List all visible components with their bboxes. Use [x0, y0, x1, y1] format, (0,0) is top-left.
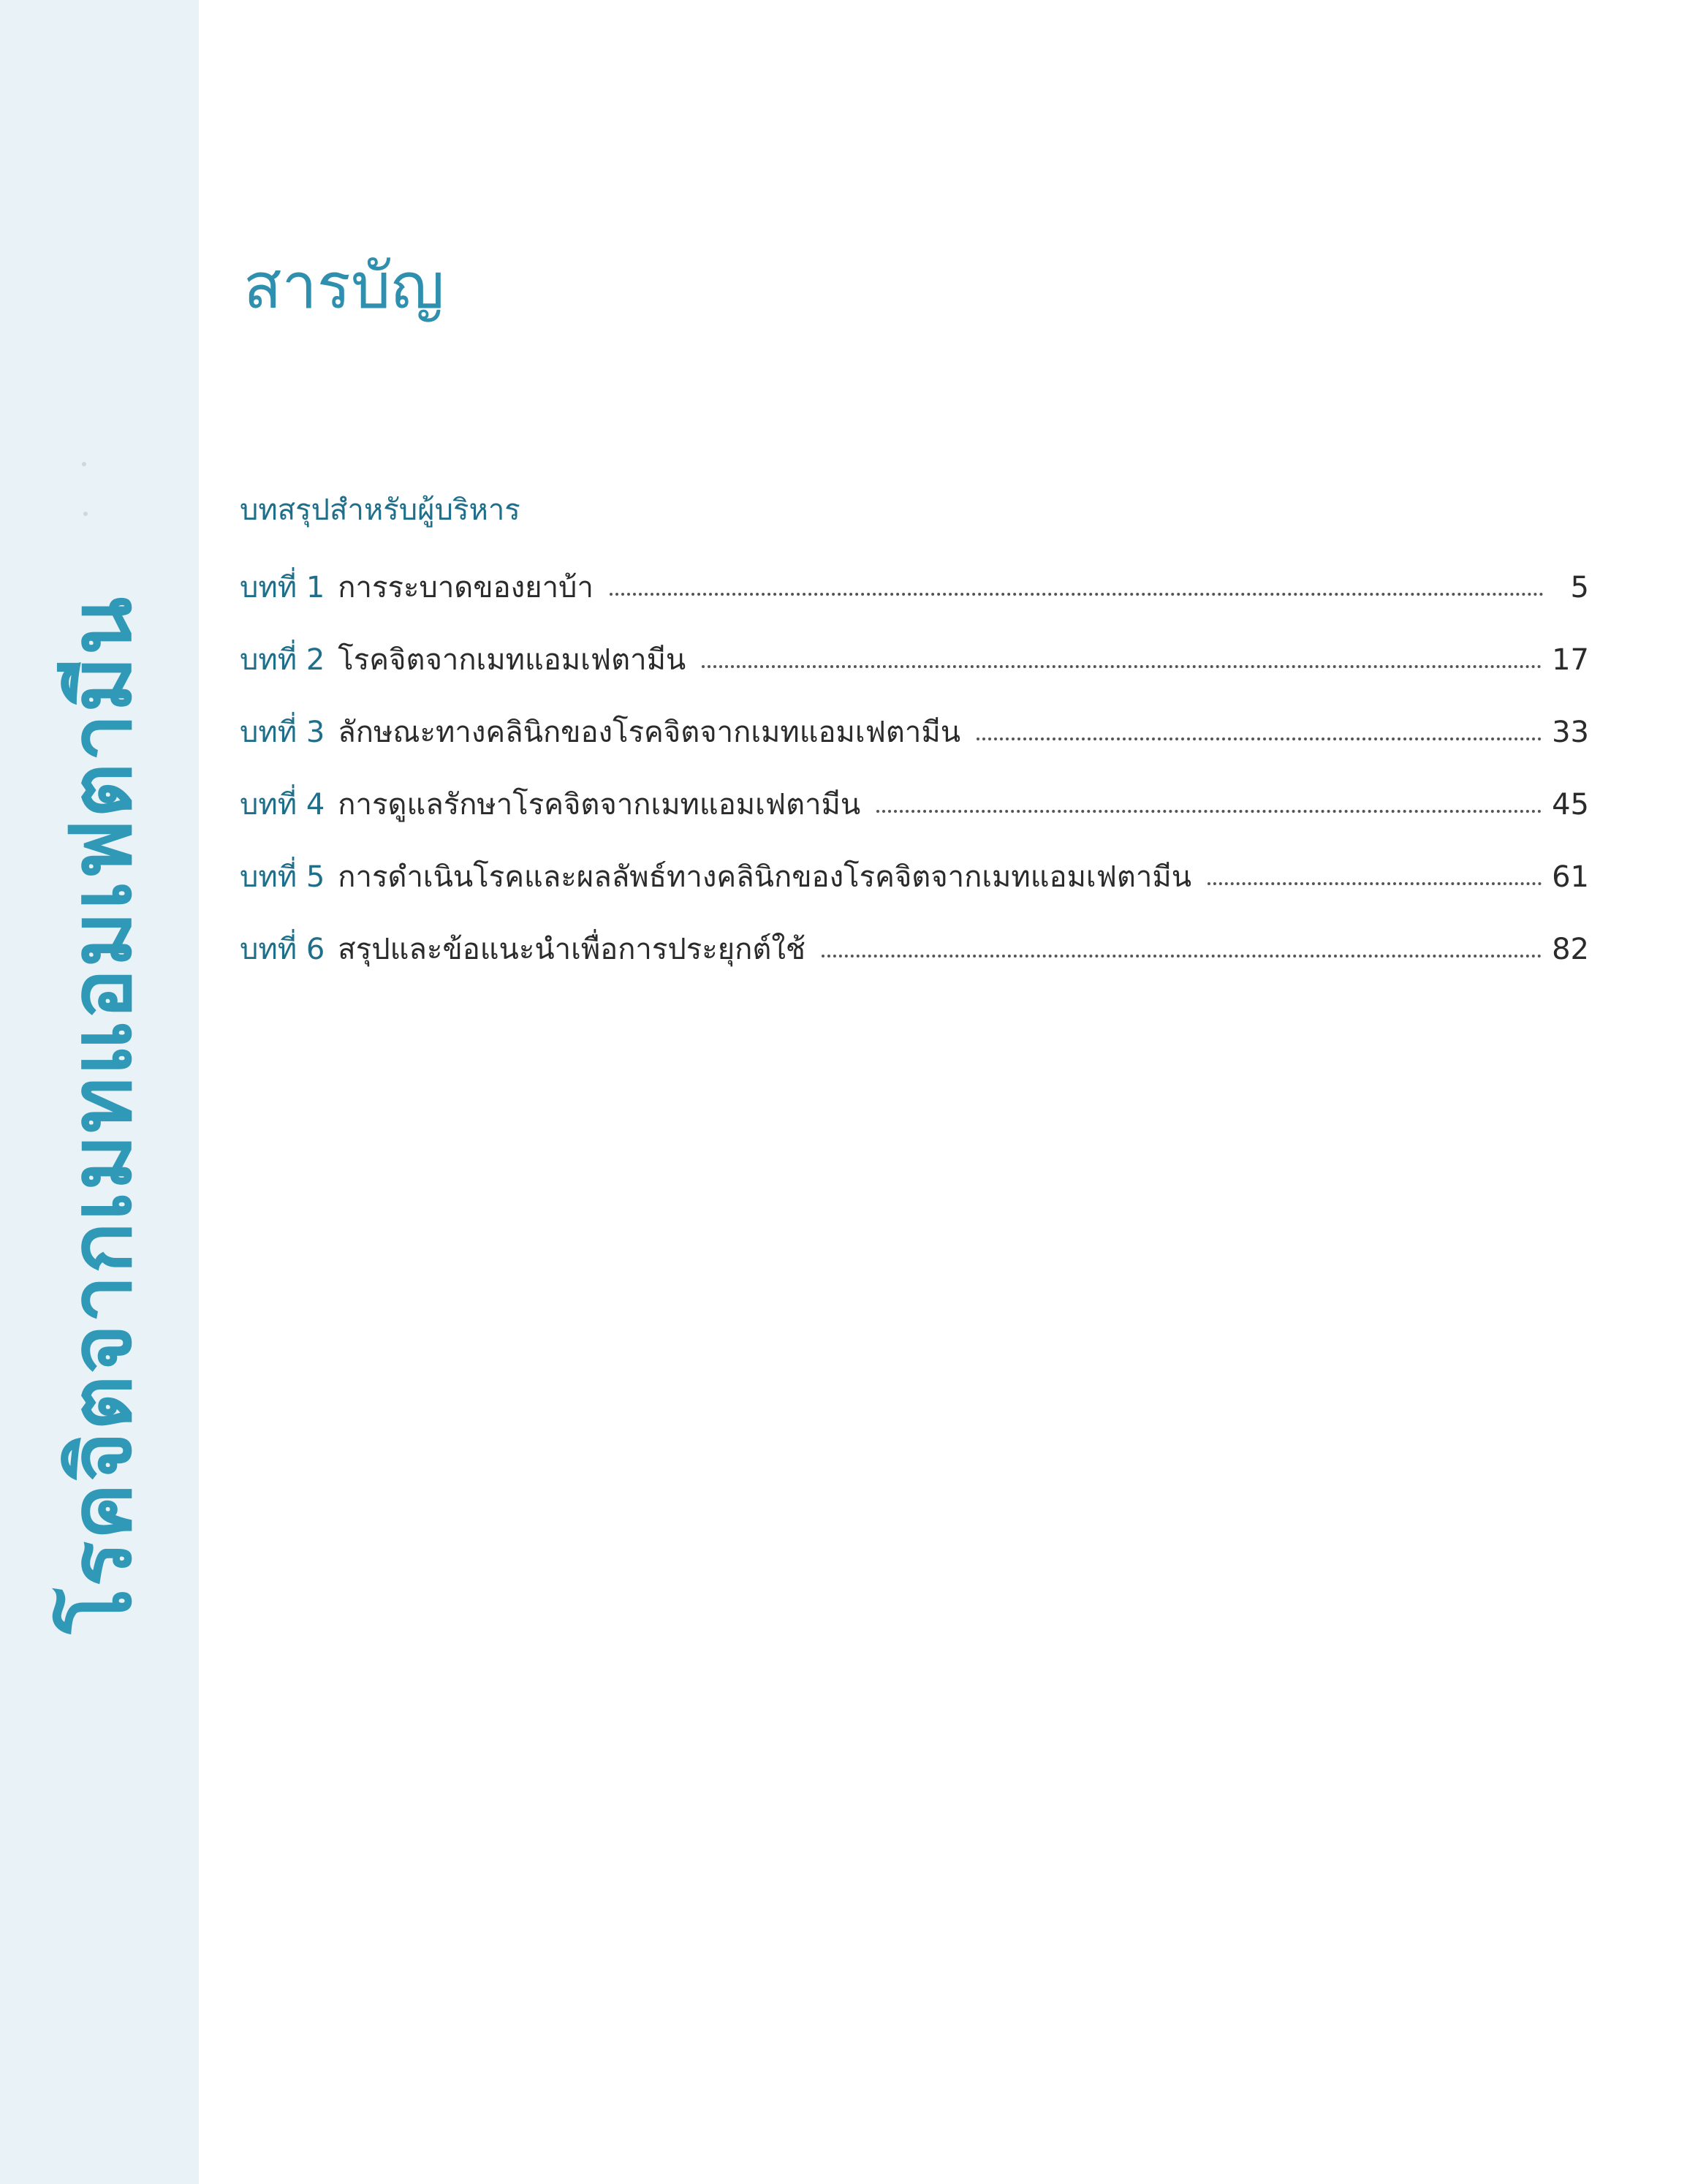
- page-title: สารบัญ: [243, 250, 444, 323]
- dot-leader: [822, 953, 1542, 958]
- chapter-number: บทที่ 4: [240, 788, 325, 822]
- page-number: 45: [1552, 788, 1589, 822]
- chapter-title: สรุปและข้อแนะนำเพื่อการประยุกต์ใช้: [338, 933, 806, 966]
- page-number: 61: [1552, 860, 1589, 894]
- chapter-title: ลักษณะทางคลินิกของโรคจิตจากเมทแอมเฟตามีน: [338, 716, 961, 749]
- chapter-title: การดำเนินโรคและผลลัพธ์ทางคลินิกของโรคจิตจากเมทแอมเฟตามีน: [338, 860, 1192, 894]
- chapter-title: โรคจิตจากเมทแอมเฟตามีน: [338, 643, 686, 677]
- page-number: 33: [1552, 716, 1589, 749]
- toc-entry[interactable]: [240, 928, 1589, 1000]
- toc-executive-summary[interactable]: บทสรุปสำหรับผู้บริหาร: [240, 493, 520, 527]
- dot-leader: [1208, 881, 1542, 885]
- table-of-contents: [240, 566, 1589, 1000]
- chapter-number: บทที่ 3: [240, 716, 325, 749]
- dot-leader: [610, 591, 1544, 596]
- scan-speck: [82, 462, 86, 466]
- chapter-number: บทที่ 2: [240, 643, 325, 677]
- dot-leader: [702, 664, 1542, 668]
- toc-entry[interactable]: [240, 855, 1589, 928]
- page-number: 17: [1552, 643, 1589, 677]
- chapter-number: บทที่ 1: [240, 571, 325, 604]
- toc-entry[interactable]: [240, 783, 1589, 855]
- dot-leader: [977, 736, 1542, 740]
- scan-speck: [83, 512, 88, 516]
- toc-entry[interactable]: [240, 638, 1589, 710]
- chapter-title: การระบาดของยาบ้า: [338, 571, 594, 604]
- spine-book-title: โรคจิตจากเมทแอมเฟตามีน: [52, 595, 151, 1634]
- page-number: 82: [1552, 933, 1589, 966]
- toc-entry[interactable]: [240, 566, 1589, 638]
- chapter-number: บทที่ 6: [240, 933, 325, 966]
- toc-entry[interactable]: [240, 710, 1589, 783]
- chapter-number: บทที่ 5: [240, 860, 325, 894]
- dot-leader: [876, 808, 1542, 813]
- page-number: 5: [1570, 571, 1589, 604]
- chapter-title: การดูแลรักษาโรคจิตจากเมทแอมเฟตามีน: [338, 788, 861, 822]
